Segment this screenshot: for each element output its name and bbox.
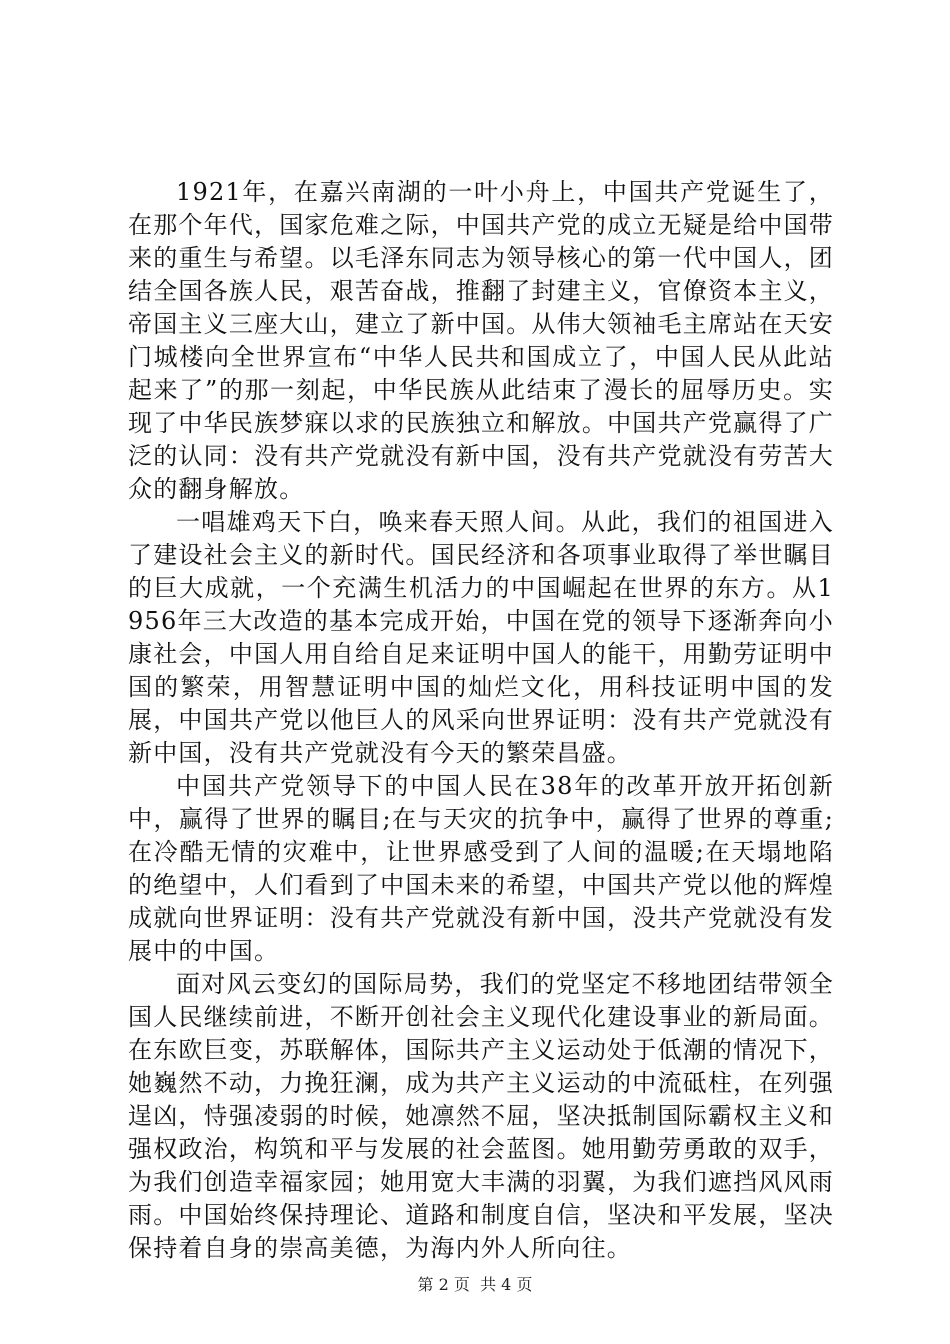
- paragraph-3: 中国共产党领导下的中国人民在38年的改革开放开拓创新中，赢得了世界的瞩目;在与天灾的抗争中，赢得了世界的尊重;在冷酷无情的灾难中，让世界感受到了人间的温暖;在天塌地陷的绝望中，人们看到了中国未来的希望，中国共产党以他的辉煌成就向世界证明：没有共产党就没有新中国，没共产党就没有发展中的中国。: [128, 772, 834, 965]
- page-footer: [0, 1275, 950, 1295]
- paragraph-2: 一唱雄鸡天下白，唤来春天照人间。从此，我们的祖国进入了建设社会主义的新时代。国民经济和各项事业取得了举世瞩目的巨大成就，一个充满生机活力的中国崛起在世界的东方。从1956年三大改造的基本完成开始，中国在党的领导下逐渐奔向小康社会，中国人用自给自足来证明中国人的能干，用勤劳证明中国的繁荣，用智慧证明中国的灿烂文化，用科技证明中国的发展，中国共产党以他巨人的风采向世界证明：没有共产党就没有新中国，没有共产党就没有今天的繁荣昌盛。: [128, 508, 834, 767]
- document-body: [128, 176, 834, 1265]
- paragraph-4: 面对风云变幻的国际局势，我们的党坚定不移地团结带领全国人民继续前进，不断开创社会主义现代化建设事业的新局面。在东欧巨变，苏联解体，国际共产主义运动处于低潮的情况下，她巍然不动，力挽狂澜，成为共产主义运动的中流砥柱，在列强逞凶，恃强凌弱的时候，她凛然不屈，坚决抵制国际霸权主义和强权政治，构筑和平与发展的社会蓝图。她用勤劳勇敢的双手，为我们创造幸福家园；她用宽大丰满的羽翼，为我们遮挡风风雨雨。中国始终保持理论、道路和制度自信，坚决和平发展，坚决保持着自身的崇高美德，为海内外人所向往。: [128, 970, 834, 1262]
- paragraph-1: 1921年，在嘉兴南湖的一叶小舟上，中国共产党诞生了，在那个年代，国家危难之际，中国共产党的成立无疑是给中国带来的重生与希望。以毛泽东同志为领导核心的第一代中国人，团结全国各族人民，艰苦奋战，推翻了封建主义，官僚资本主义，帝国主义三座大山，建立了新中国。从伟大领袖毛主席站在天安门城楼向全世界宣布“中华人民共和国成立了，中国人民从此站起来了”的那一刻起，中华民族从此结束了漫长的屈辱历史。实现了中华民族梦寐以求的民族独立和解放。中国共产党赢得了广泛的认同：没有共产党就没有新中国，没有共产党就没有劳苦大众的翻身解放。: [128, 178, 834, 503]
- page-number-label: 第 2 页 共 4 页: [417, 1275, 533, 1294]
